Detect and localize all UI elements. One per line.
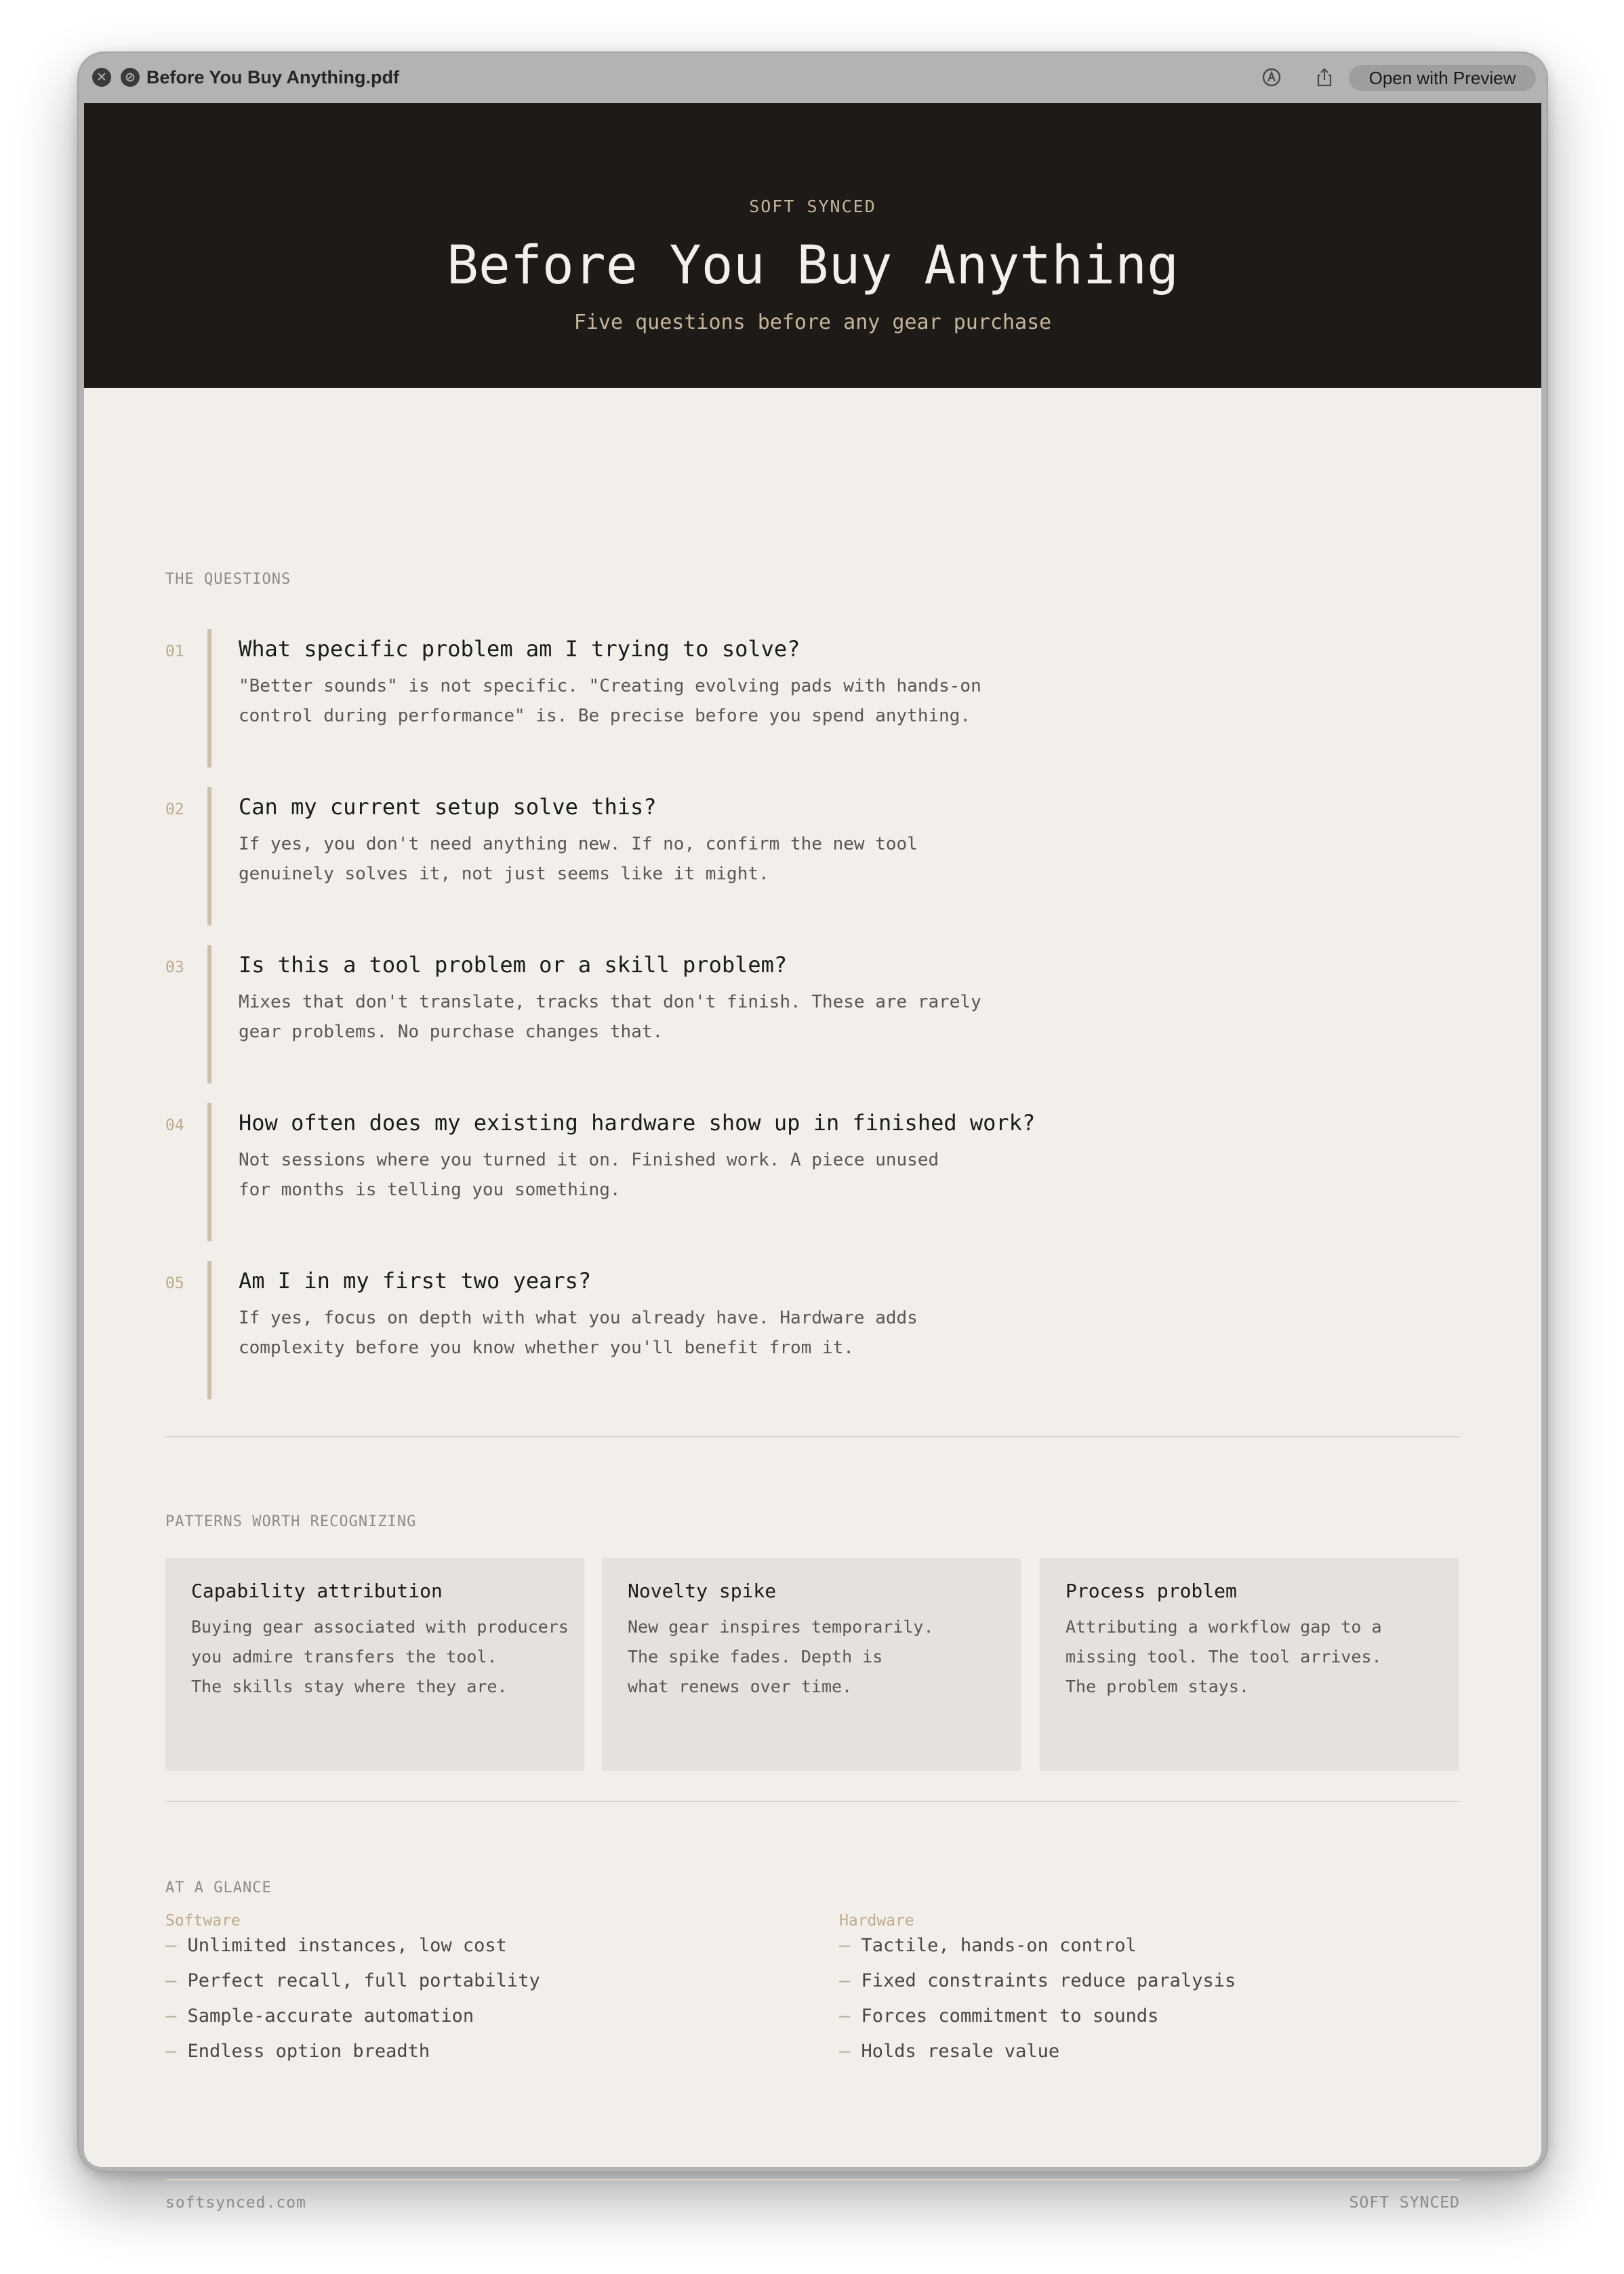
question-title: Can my current setup solve this?: [239, 794, 657, 820]
dash-icon: —: [839, 1970, 851, 1991]
hardware-heading: Hardware: [839, 1912, 914, 1930]
question-number: 04: [165, 1117, 184, 1134]
close-icon[interactable]: ✕: [92, 68, 111, 87]
card-body: Buying gear associated with producers you admire transfers the tool. The skills stay where they are.: [191, 1617, 569, 1696]
question-bar: [207, 629, 211, 767]
pattern-card: [602, 1558, 1021, 1771]
hero-brand: SOFT SYNCED: [749, 197, 876, 216]
title-bar: [79, 53, 1547, 102]
section-divider: [165, 1801, 1460, 1802]
stop-icon[interactable]: ⊘: [121, 68, 140, 87]
page-subtitle: Five questions before any gear purchase: [573, 311, 1052, 334]
window-title: Before You Buy Anything.pdf: [146, 67, 399, 87]
share-icon[interactable]: [1311, 64, 1338, 91]
card-body: New gear inspires temporarily. The spike fades. Depth is what renews over time.: [628, 1617, 934, 1696]
footer-brand: SOFT SYNCED: [1349, 2194, 1460, 2212]
section-divider: [165, 1436, 1460, 1437]
hardware-item: — Forces commitment to sounds: [839, 2006, 1159, 2027]
question-number: 01: [165, 643, 184, 660]
dash-icon: —: [165, 2041, 177, 2062]
question-title: Is this a tool problem or a skill problem?: [239, 952, 788, 978]
card-body: Attributing a workflow gap to a missing tool. The tool arrives. The problem stays.: [1065, 1617, 1382, 1696]
hardware-item: — Holds resale value: [839, 2041, 1060, 2062]
software-heading: Software: [165, 1912, 241, 1930]
card-title: Process problem: [1065, 1580, 1237, 1602]
software-item: — Endless option breadth: [165, 2041, 430, 2062]
software-item: — Unlimited instances, low cost: [165, 1935, 507, 1956]
hardware-item: — Fixed constraints reduce paralysis: [839, 1970, 1236, 1991]
question-body: If yes, you don't need anything new. If no, confirm the new tool genuinely solves it, not just seems like it might.: [239, 834, 918, 884]
open-with-preview-button[interactable]: Open with Preview: [1349, 65, 1536, 91]
dash-icon: —: [839, 2041, 851, 2062]
page-title: Before You Buy Anything: [446, 235, 1179, 296]
question-bar: [207, 787, 211, 925]
dash-icon: —: [839, 1935, 851, 1956]
patterns-label: PATTERNS WORTH RECOGNIZING: [165, 1513, 417, 1530]
question-body: Not sessions where you turned it on. Finished work. A piece unused for months is telling you something.: [239, 1150, 939, 1200]
footer-divider: [165, 2179, 1460, 2180]
question-title: What specific problem am I trying to solve?: [239, 636, 800, 662]
question-bar: [207, 945, 211, 1083]
hardware-item: — Tactile, hands-on control: [839, 1935, 1137, 1956]
markup-icon[interactable]: [1258, 64, 1285, 91]
pattern-card: [165, 1558, 584, 1771]
pattern-card: [1040, 1558, 1459, 1771]
question-item: [165, 1103, 1047, 1241]
preview-window: [77, 52, 1548, 2212]
question-item: [165, 945, 1047, 1083]
hero-banner: [84, 103, 1541, 388]
question-number: 05: [165, 1275, 184, 1292]
dash-icon: —: [165, 2006, 177, 2027]
question-title: Am I in my first two years?: [239, 1268, 592, 1294]
question-number: 02: [165, 801, 184, 818]
dash-icon: —: [165, 1935, 177, 1956]
question-item: [165, 1261, 1047, 1399]
pdf-page: [84, 103, 1541, 2212]
dash-icon: —: [165, 1970, 177, 1991]
software-item: — Perfect recall, full portability: [165, 1970, 540, 1991]
question-item: [165, 629, 1047, 767]
question-body: "Better sounds" is not specific. "Creating evolving pads with hands-on control during performance" is. Be precise before you spend anything.: [239, 676, 981, 726]
dash-icon: —: [839, 2006, 851, 2027]
question-number: 03: [165, 959, 184, 976]
question-item: [165, 787, 1047, 925]
question-title: How often does my existing hardware show up in finished work?: [239, 1110, 1036, 1136]
software-item: — Sample-accurate automation: [165, 2006, 474, 2027]
glance-label: AT A GLANCE: [165, 1879, 272, 1896]
question-bar: [207, 1261, 211, 1399]
card-title: Novelty spike: [628, 1580, 777, 1602]
questions-label: THE QUESTIONS: [165, 571, 291, 588]
footer-site: softsynced.com: [165, 2194, 306, 2212]
question-bar: [207, 1103, 211, 1241]
question-body: Mixes that don't translate, tracks that don't finish. These are rarely gear problems. No purchase changes that.: [239, 992, 981, 1042]
card-title: Capability attribution: [191, 1580, 443, 1602]
question-body: If yes, focus on depth with what you already have. Hardware adds complexity before you know whether you'll benefit from it.: [239, 1308, 918, 1358]
